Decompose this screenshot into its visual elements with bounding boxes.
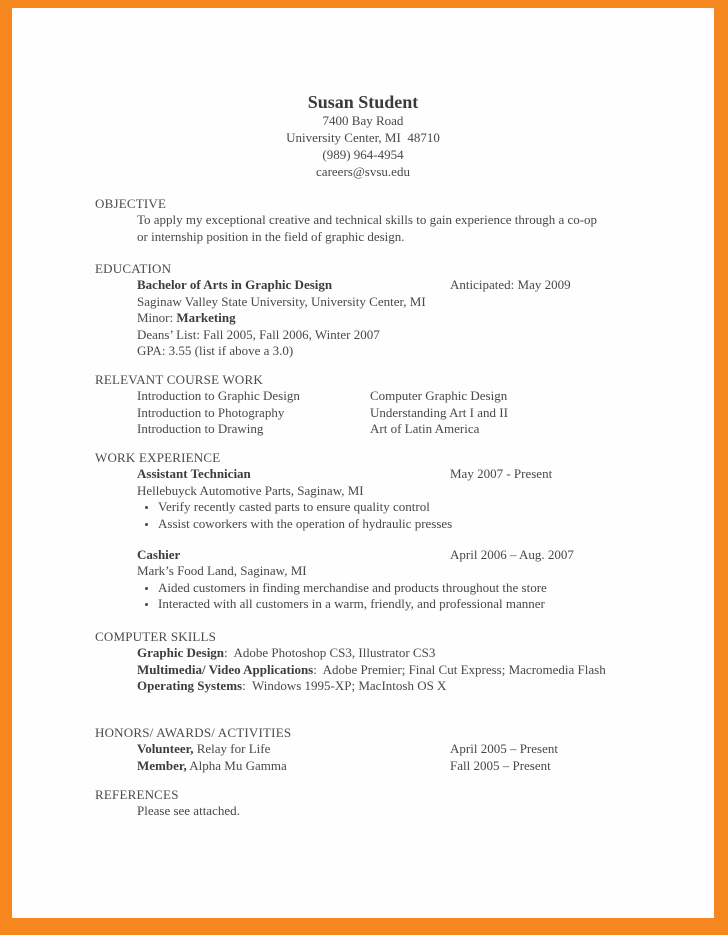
job-title-row — [137, 547, 700, 563]
section-experience — [95, 450, 700, 613]
job-entry — [137, 547, 700, 613]
course-row — [137, 388, 700, 404]
job-bullet-list — [137, 580, 700, 613]
skill-row — [137, 662, 619, 678]
graduation-date: Anticipated: May 2009 — [450, 277, 571, 293]
skill-category: Operating Systems — [137, 678, 243, 694]
job-dates: April 2006 – Aug. 2007 — [450, 547, 574, 563]
objective-text-line2: or internship position in the field of graphic design. — [137, 228, 405, 244]
skill-values: : Adobe Premier; Final Cut Express; Macromedia Flash — [313, 661, 606, 677]
course-item: Introduction to Drawing — [137, 421, 264, 437]
email-address: careers@svsu.edu — [316, 163, 410, 179]
minor-row — [137, 310, 700, 326]
resume-page — [12, 8, 714, 918]
candidate-name: Susan Student — [307, 92, 419, 112]
education-heading: EDUCATION — [95, 261, 172, 276]
street-address: 7400 Bay Road — [322, 113, 404, 128]
honor-detail: Relay for Life — [196, 741, 271, 757]
job-bullet-list — [137, 499, 700, 532]
course-item: Understanding Art I and II — [370, 404, 508, 420]
section-coursework — [95, 372, 700, 438]
references-heading: REFERENCES — [95, 787, 179, 802]
minor-label: Minor: — [137, 310, 174, 326]
objective-heading: OBJECTIVE — [95, 196, 167, 211]
job-bullet: • Verify recently casted parts to ensure quality control — [158, 499, 700, 515]
deans-list: Deans’ List: Fall 2005, Fall 2006, Winter 2007 — [137, 326, 380, 342]
skill-values: : Windows 1995-XP; MacIntosh OS X — [242, 678, 447, 694]
honor-role: Member, — [137, 757, 187, 773]
job-bullet: • Interacted with all customers in a warm, friendly, and professional manner — [158, 596, 700, 612]
job-title-row — [137, 466, 700, 482]
skill-row — [137, 645, 619, 661]
honor-role: Volunteer, — [137, 741, 194, 757]
degree-row — [137, 277, 700, 293]
section-objective — [95, 196, 700, 245]
phone-number: (989) 964-4954 — [322, 146, 404, 162]
job-dates: May 2007 - Present — [450, 466, 553, 482]
school-name: Saginaw Valley State University, University Center, MI — [137, 293, 426, 309]
course-item: Computer Graphic Design — [370, 388, 508, 404]
course-row — [137, 421, 700, 437]
job-entry — [137, 466, 700, 532]
skill-row — [137, 678, 619, 694]
job-title: Cashier — [137, 547, 181, 563]
section-computer-skills — [95, 629, 700, 695]
objective-text-line1: To apply my exceptional creative and technical skills to gain experience through a co-op — [137, 212, 598, 228]
honors-heading: HONORS/ AWARDS/ ACTIVITIES — [95, 725, 292, 740]
section-honors — [95, 725, 700, 774]
skill-category: Multimedia/ Video Applications — [137, 661, 314, 677]
honor-dates: April 2005 – Present — [450, 741, 558, 757]
honor-dates: Fall 2005 – Present — [450, 757, 551, 773]
computer-skills-heading: COMPUTER SKILLS — [95, 629, 217, 644]
honor-detail: Alpha Mu Gamma — [189, 757, 287, 773]
minor-value: Marketing — [176, 310, 236, 326]
skill-values: : Adobe Photoshop CS3, Illustrator CS3 — [224, 645, 436, 661]
course-item: Introduction to Graphic Design — [137, 388, 300, 404]
degree-title: Bachelor of Arts in Graphic Design — [137, 277, 333, 293]
job-bullet: • Assist coworkers with the operation of hydraulic presses — [158, 516, 700, 532]
course-item: Art of Latin America — [370, 421, 480, 437]
honor-row — [137, 758, 700, 774]
job-company: Mark’s Food Land, Saginaw, MI — [137, 563, 307, 579]
resume-header — [12, 92, 714, 181]
city-state-zip: University Center, MI 48710 — [286, 129, 440, 145]
experience-heading: WORK EXPERIENCE — [95, 450, 221, 465]
coursework-heading: RELEVANT COURSE WORK — [95, 372, 263, 387]
section-education — [95, 261, 700, 359]
job-bullet: • Aided customers in finding merchandise and products throughout the store — [158, 580, 700, 596]
job-title: Assistant Technician — [137, 466, 251, 482]
honor-row — [137, 741, 700, 757]
course-row — [137, 405, 700, 421]
references-text: Please see attached. — [137, 803, 240, 819]
gpa: GPA: 3.55 (list if above a 3.0) — [137, 343, 294, 359]
course-item: Introduction to Photography — [137, 404, 285, 420]
section-references — [95, 787, 700, 820]
job-company: Hellebuyck Automotive Parts, Saginaw, MI — [137, 482, 364, 498]
skill-category: Graphic Design — [137, 645, 225, 661]
